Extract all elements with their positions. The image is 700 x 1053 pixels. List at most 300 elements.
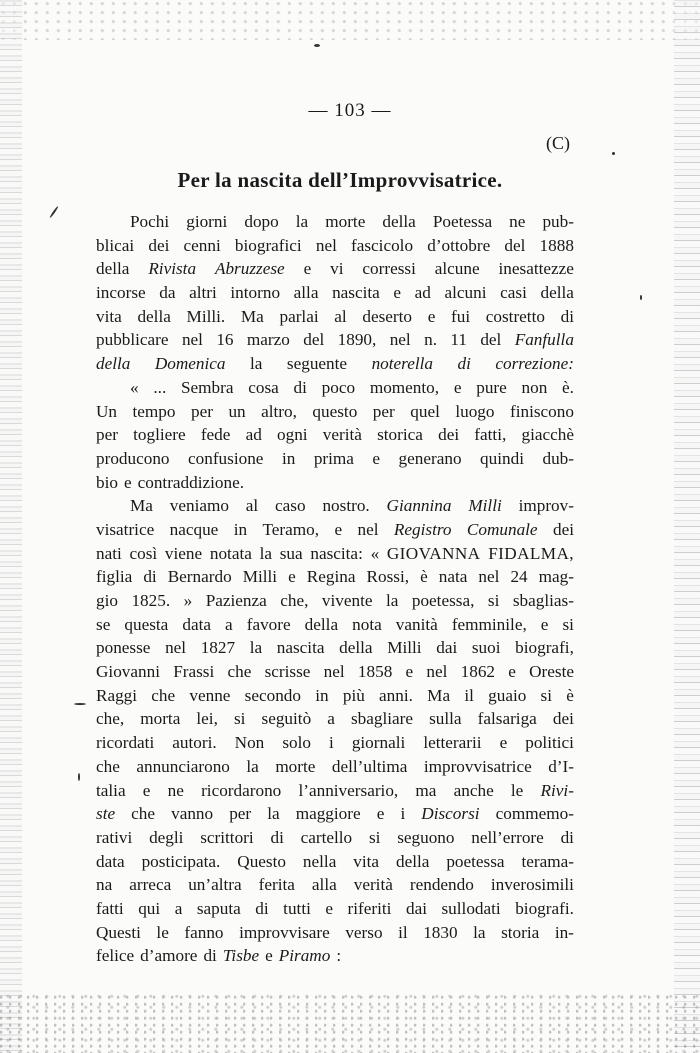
- word: a: [174, 898, 183, 918]
- word: finiscono: [510, 401, 574, 421]
- word: pub-: [542, 212, 574, 231]
- word: al: [334, 306, 347, 326]
- text-line: [96, 684, 574, 708]
- word: vanità: [395, 614, 438, 634]
- word: improvvisare: [239, 922, 330, 942]
- word: dopo: [244, 212, 279, 231]
- word: si: [368, 827, 381, 847]
- word: talia: [96, 780, 126, 800]
- word: felice: [96, 946, 135, 966]
- word: degli: [149, 827, 184, 847]
- text-line: [96, 542, 574, 566]
- word: 24: [510, 567, 528, 587]
- word: correzione:: [495, 354, 574, 374]
- word: dai: [405, 898, 427, 918]
- text-line: [96, 257, 574, 281]
- section-heading: Per la nascita dell’Improvvisatrice.: [177, 168, 503, 192]
- word: in: [281, 448, 296, 468]
- text-line: [96, 660, 574, 684]
- text-line: [96, 210, 574, 234]
- word: Domenica: [154, 354, 226, 374]
- word: e: [334, 519, 343, 539]
- word: dub-: [542, 448, 574, 468]
- word: questo: [312, 401, 358, 421]
- word: Abruzzese: [214, 259, 285, 279]
- word: nel: [389, 330, 411, 350]
- word: politici: [525, 733, 574, 753]
- word: ricordarono: [201, 780, 282, 800]
- word: fatti: [96, 898, 124, 918]
- word: nel: [181, 330, 203, 350]
- word: nata: [438, 567, 468, 587]
- text-line: [96, 281, 574, 305]
- word: sbagliare: [350, 709, 414, 729]
- text-line: [96, 873, 574, 897]
- word: verità: [322, 425, 362, 445]
- word: vita: [353, 851, 380, 871]
- text-line: [96, 636, 574, 660]
- word: da: [159, 283, 176, 303]
- word: parlai: [279, 306, 319, 326]
- word: in: [315, 685, 329, 705]
- word: notata: [209, 543, 252, 563]
- word: solo: [282, 733, 311, 753]
- word: :: [336, 946, 342, 966]
- word: Non: [234, 733, 265, 753]
- word: autori.: [172, 733, 217, 753]
- word: 1830: [423, 922, 458, 942]
- word: venne: [189, 685, 231, 705]
- word: morta: [140, 709, 181, 729]
- word: 1827: [200, 638, 236, 658]
- word: che: [131, 804, 156, 824]
- word: della: [540, 283, 574, 303]
- word: e: [265, 946, 273, 966]
- word: Comunale: [466, 519, 538, 539]
- word: bio: [96, 472, 118, 492]
- word: Piramo: [278, 946, 331, 966]
- word: biografi,: [515, 638, 574, 658]
- word: Giannina: [386, 496, 452, 516]
- word: e: [325, 898, 334, 918]
- word: si: [233, 709, 246, 729]
- word: Milli: [468, 496, 502, 516]
- word: il: [464, 685, 474, 705]
- word: nell’errore: [471, 827, 544, 847]
- word: nascita:: [310, 543, 363, 563]
- word: Milli.: [186, 306, 226, 326]
- word: i: [400, 804, 406, 824]
- word: Regina: [306, 567, 356, 587]
- word: maggiore: [295, 804, 361, 824]
- word: 1888: [539, 235, 574, 255]
- word: l’anniversario,: [298, 780, 399, 800]
- text-line: [96, 376, 574, 400]
- page-number: — 103 —: [308, 100, 392, 121]
- word: della: [96, 259, 130, 279]
- word: dai: [436, 638, 458, 658]
- word: vivente: [321, 591, 373, 610]
- word: Sembra: [180, 377, 234, 397]
- word: ricordati: [96, 733, 155, 753]
- text-line: [96, 779, 574, 803]
- word: data: [182, 614, 211, 634]
- word: falsariga: [477, 709, 537, 729]
- word: Ma: [427, 685, 451, 705]
- word: biografici: [234, 235, 302, 255]
- scan-edge-right: [674, 0, 700, 1053]
- word: generano: [398, 448, 462, 468]
- word: ad: [245, 425, 262, 445]
- word: femminile,: [451, 614, 527, 634]
- word: la: [259, 543, 272, 563]
- text-line: [96, 423, 574, 447]
- word: nel: [426, 662, 448, 682]
- word: corressi: [362, 259, 416, 279]
- word: ne: [509, 212, 526, 231]
- word: che: [151, 685, 176, 705]
- word: 1825.: [131, 591, 171, 610]
- word: guaio: [488, 685, 527, 705]
- word: GIOVANNA: [386, 543, 481, 563]
- word: di: [457, 354, 471, 374]
- word: rativi: [96, 827, 133, 847]
- word: nel: [478, 567, 500, 587]
- text-line: [96, 944, 574, 968]
- text-line: [96, 707, 574, 731]
- word: del: [504, 235, 526, 255]
- word: storica: [377, 425, 423, 445]
- word: al: [245, 496, 259, 516]
- speck: [640, 295, 642, 300]
- word: Ma: [240, 306, 264, 326]
- word: ne: [167, 780, 184, 800]
- word: un: [228, 401, 246, 421]
- word: sulla: [429, 709, 462, 729]
- word: ferita: [258, 875, 295, 895]
- text-line: [96, 755, 574, 779]
- word: confusione: [188, 448, 264, 468]
- text-line: [96, 589, 574, 613]
- word: tempo: [132, 401, 176, 421]
- word: nascita: [332, 283, 380, 303]
- word: dei: [552, 519, 574, 539]
- word: Giovanni: [96, 662, 160, 682]
- word: Frassi: [173, 662, 215, 682]
- word: fatti,: [474, 425, 507, 445]
- word: 11: [450, 330, 467, 350]
- text-line: [96, 850, 574, 874]
- word: dei: [552, 709, 574, 729]
- word: altri: [189, 283, 217, 303]
- text-line: [96, 565, 574, 589]
- word: quindi: [480, 448, 524, 468]
- word: d’I-: [548, 756, 574, 776]
- word: la: [249, 638, 263, 658]
- word: Rossi,: [366, 567, 410, 587]
- word: na: [96, 875, 113, 895]
- word: per: [96, 425, 118, 445]
- word: si: [487, 591, 500, 610]
- word: inesattezze: [498, 259, 574, 279]
- word: casi: [500, 283, 527, 303]
- word: sbaglias-: [512, 591, 574, 610]
- word: in-: [554, 922, 574, 942]
- word: Bernardo: [167, 567, 232, 587]
- word: cartello: [300, 827, 353, 847]
- word: ad: [414, 283, 431, 303]
- word: Teramo,: [262, 519, 320, 539]
- word: Milli: [387, 638, 422, 658]
- word: di: [560, 827, 574, 847]
- word: nel: [315, 235, 337, 255]
- word: marzo: [246, 330, 290, 350]
- word: «: [370, 543, 380, 563]
- word: Fanfulla: [514, 330, 574, 350]
- word: e: [393, 283, 402, 303]
- text-line: [96, 447, 574, 471]
- word: «: [130, 377, 139, 397]
- word: dei: [148, 235, 170, 255]
- word: poetessa,: [411, 591, 475, 610]
- word: qui: [138, 898, 161, 918]
- speck: [314, 44, 320, 47]
- word: anche: [453, 780, 494, 800]
- text-line: [96, 921, 574, 945]
- word: della: [96, 354, 131, 374]
- word: per: [372, 401, 395, 421]
- word: luogo: [455, 401, 495, 421]
- word: fui: [451, 306, 471, 326]
- text-line: [96, 234, 574, 258]
- word: le: [510, 780, 524, 800]
- word: ste: [96, 804, 116, 824]
- word: i: [329, 733, 334, 753]
- word: che: [96, 756, 120, 776]
- word: suoi: [471, 638, 501, 658]
- word: e: [427, 306, 436, 326]
- speck: [78, 773, 80, 781]
- word: nel: [165, 638, 187, 658]
- word: morte: [275, 756, 316, 776]
- word: della: [382, 212, 416, 231]
- word: e: [303, 259, 312, 279]
- word: 1890,: [337, 330, 377, 350]
- word: giacchè: [521, 425, 574, 445]
- word: la: [473, 922, 486, 942]
- scan-edge-left: [0, 0, 22, 1053]
- word: dell’ultima: [331, 756, 408, 776]
- word: del: [480, 330, 502, 350]
- word: arreca: [129, 875, 172, 895]
- word: e: [372, 448, 381, 468]
- word: che,: [280, 591, 309, 610]
- word: togliere: [133, 425, 186, 445]
- word: e: [540, 614, 549, 634]
- word: Discorsi: [421, 804, 480, 824]
- word: storia: [501, 922, 540, 942]
- text-line: [96, 328, 574, 352]
- word: a: [225, 614, 233, 634]
- word: nascita: [276, 638, 325, 658]
- text-line: [96, 802, 574, 826]
- word: nati: [96, 543, 122, 563]
- body-text: [96, 210, 574, 968]
- word: Poetessa: [432, 212, 493, 231]
- word: e: [142, 780, 151, 800]
- word: poetessa: [446, 851, 505, 871]
- word: commemo-: [495, 804, 574, 824]
- word: in: [233, 519, 248, 539]
- word: la: [246, 756, 259, 776]
- word: caso: [275, 496, 306, 516]
- word: riferiti: [347, 898, 392, 918]
- word: della: [395, 851, 430, 871]
- word: pubblicare: [96, 330, 169, 350]
- text-line: [96, 518, 574, 542]
- word: intorno: [230, 283, 281, 303]
- word: Rivista: [148, 259, 197, 279]
- word: e: [508, 662, 516, 682]
- word: saputa: [196, 898, 241, 918]
- word: a: [327, 709, 335, 729]
- text-line: [96, 731, 574, 755]
- word: giornali: [351, 733, 406, 753]
- word: nella: [302, 851, 337, 871]
- word: ponesse: [96, 638, 151, 658]
- word: quel: [410, 401, 440, 421]
- word: alcuni: [444, 283, 487, 303]
- word: di: [293, 377, 307, 397]
- word: »: [183, 591, 193, 610]
- word: biografi.: [515, 898, 574, 918]
- word: e: [288, 567, 296, 587]
- word: contraddizione.: [137, 472, 245, 492]
- speck: [612, 152, 615, 155]
- word: ma: [415, 780, 437, 800]
- word: di: [143, 567, 157, 587]
- word: per: [229, 804, 252, 824]
- word: della: [137, 306, 171, 326]
- word: figlia: [96, 567, 133, 587]
- scan-noise-top: [0, 0, 700, 40]
- word: sullodati: [441, 898, 501, 918]
- word: fanno: [184, 922, 224, 942]
- word: fascicolo: [351, 235, 414, 255]
- word: sua: [279, 543, 303, 563]
- word: la: [295, 212, 309, 231]
- word: fede: [200, 425, 231, 445]
- word: più: [342, 685, 365, 705]
- word: di: [270, 827, 284, 847]
- word: incorse: [96, 283, 146, 303]
- word: d’amore: [140, 946, 198, 966]
- text-line: [96, 400, 574, 424]
- word: e: [499, 733, 508, 753]
- word: deserto: [362, 306, 413, 326]
- word: Questi: [96, 922, 141, 942]
- word: Rivi-: [540, 780, 574, 800]
- word: n.: [424, 330, 437, 350]
- word: morte: [325, 212, 366, 231]
- text-line: [96, 305, 574, 329]
- word: del: [303, 330, 325, 350]
- word: nota: [352, 614, 382, 634]
- word: della: [304, 614, 339, 634]
- word: 1862: [460, 662, 495, 682]
- word: poco: [321, 377, 356, 397]
- word: 16: [216, 330, 234, 350]
- word: data: [96, 851, 125, 871]
- word: ...: [153, 377, 167, 397]
- word: lei,: [196, 709, 218, 729]
- word: di: [255, 898, 269, 918]
- word: nel: [357, 519, 379, 539]
- word: scrittori: [200, 827, 254, 847]
- word: così: [129, 543, 158, 563]
- word: rendendo: [409, 875, 474, 895]
- word: della: [339, 638, 373, 658]
- word: questa: [124, 614, 169, 634]
- word: terama-: [521, 851, 574, 871]
- word: momento,: [369, 377, 440, 397]
- word: cenni: [183, 235, 221, 255]
- word: Questo: [237, 851, 286, 871]
- word: prima: [313, 448, 354, 468]
- word: la: [250, 354, 263, 374]
- word: pure: [476, 377, 507, 397]
- word: per: [190, 401, 213, 421]
- word: alcune: [434, 259, 480, 279]
- scan-noise-bottom: [0, 993, 700, 1053]
- word: e: [405, 662, 414, 682]
- word: se: [96, 614, 111, 634]
- word: nostro.: [322, 496, 370, 516]
- word: è.: [562, 377, 574, 397]
- word: che: [227, 662, 252, 682]
- word: e: [123, 472, 132, 492]
- word: un’altra: [188, 875, 242, 895]
- word: nel: [323, 662, 345, 682]
- word: e: [453, 377, 462, 397]
- word: Registro: [393, 519, 452, 539]
- word: si: [562, 614, 574, 634]
- word: producono: [96, 448, 170, 468]
- word: visatrice: [96, 519, 155, 539]
- word: inverosimili: [490, 875, 574, 895]
- word: secondo: [244, 685, 301, 705]
- word: è: [420, 567, 428, 587]
- word: alla: [311, 875, 337, 895]
- word: FIDALMA,: [488, 543, 574, 563]
- word: non: [521, 377, 548, 397]
- speck: [74, 703, 86, 705]
- word: scrisse: [264, 662, 311, 682]
- word: e: [376, 804, 385, 824]
- word: letterarii: [423, 733, 482, 753]
- word: nacque: [169, 519, 219, 539]
- word: seguono: [397, 827, 455, 847]
- word: improvvisatrice: [423, 756, 532, 776]
- word: veniamo: [169, 496, 229, 516]
- section-mark: (C): [546, 133, 570, 153]
- word: tutti: [283, 898, 311, 918]
- word: verso: [345, 922, 383, 942]
- word: d’ottobre: [427, 235, 491, 255]
- word: vanno: [171, 804, 214, 824]
- text-line: [96, 494, 574, 518]
- word: la: [385, 591, 399, 610]
